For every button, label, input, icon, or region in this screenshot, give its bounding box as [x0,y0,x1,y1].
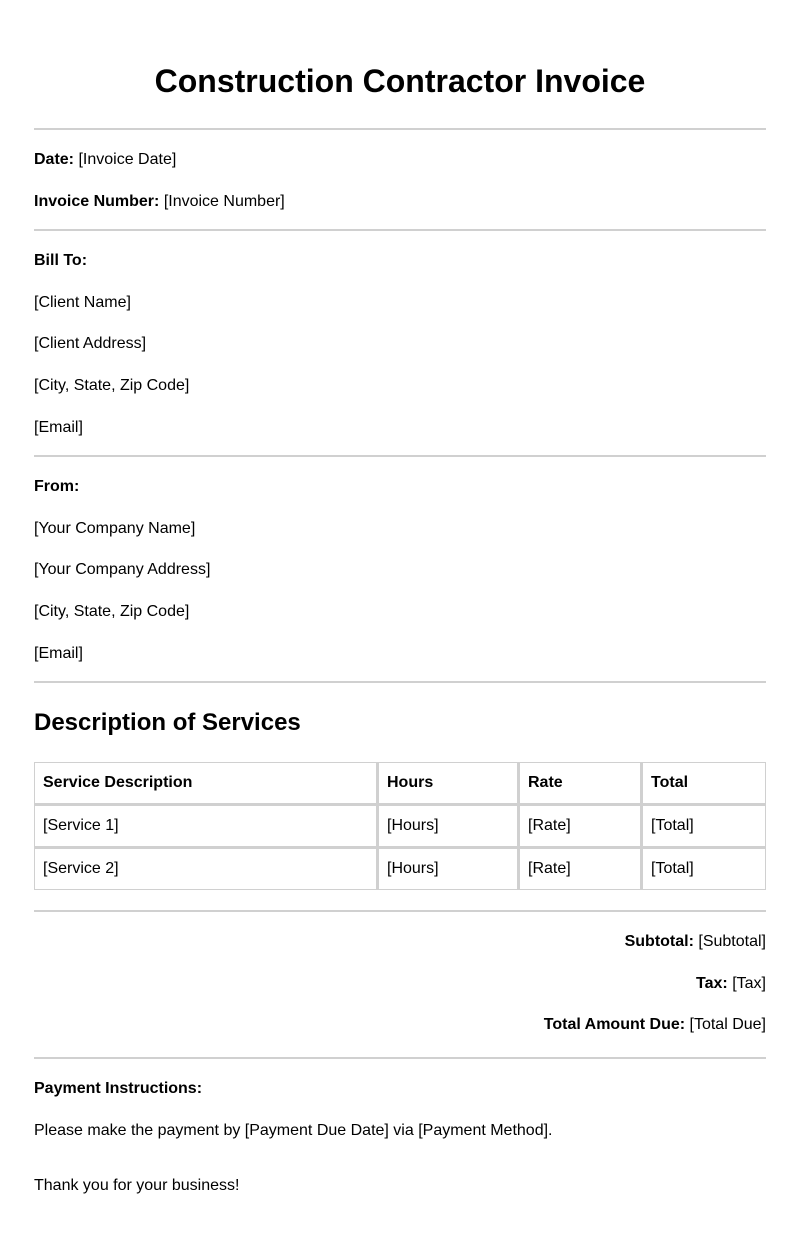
tax [696,974,766,994]
date-value: [Invoice Date] [78,151,177,168]
bill-to-email: [Email] [34,419,83,436]
bill-to-address: [Client Address] [34,335,147,352]
rate-cell: [Rate] [518,804,641,847]
invoice-number-value: [Invoice Number] [163,193,285,210]
tax-label: Tax: [696,975,728,992]
total-due-label: Total Amount Due: [543,1016,686,1033]
total-cell: [Total] [641,804,766,847]
rate-cell: [Rate] [518,847,641,890]
bill-to-name: [Client Name] [34,294,131,311]
divider [34,229,766,231]
payment-text: Please make the payment by [Payment Due Date] via [Payment Method]. [34,1122,553,1139]
from-name: [Your Company Name] [34,520,196,537]
hours-cell: [Hours] [377,847,518,890]
thank-you-note: Thank you for your business! [34,1177,240,1194]
bill-to-heading: Bill To: [34,252,88,269]
divider [34,128,766,130]
divider [34,910,766,912]
tax-value: [Tax] [732,975,766,992]
column-header-rate: Rate [518,762,641,804]
service-cell: [Service 1] [34,804,377,847]
services-heading: Description of Services [34,709,301,736]
divider [34,1057,766,1059]
payment-heading: Payment Instructions: [34,1080,203,1097]
hours-cell: [Hours] [377,804,518,847]
from-heading: From: [34,478,80,495]
total-due [544,1015,766,1035]
subtotal-label: Subtotal: [624,933,694,950]
divider [34,681,766,683]
column-header-total: Total [641,762,766,804]
invoice-number-label: Invoice Number: [34,193,160,210]
services-table [34,762,766,890]
service-cell: [Service 2] [34,847,377,890]
table-row [34,804,766,847]
invoice-number [34,192,285,212]
total-due-value: [Total Due] [689,1016,766,1033]
column-header-service: Service Description [34,762,377,804]
invoice-date [34,150,176,170]
date-label: Date: [34,151,75,168]
column-header-hours: Hours [377,762,518,804]
subtotal [625,932,766,952]
table-row [34,847,766,890]
from-email: [Email] [34,645,83,662]
from-address: [Your Company Address] [34,561,211,578]
table-header-row [34,762,766,804]
divider [34,455,766,457]
from-city: [City, State, Zip Code] [34,603,190,620]
bill-to-city: [City, State, Zip Code] [34,377,190,394]
total-cell: [Total] [641,847,766,890]
page-title: Construction Contractor Invoice [154,63,646,99]
subtotal-value: [Subtotal] [698,933,766,950]
